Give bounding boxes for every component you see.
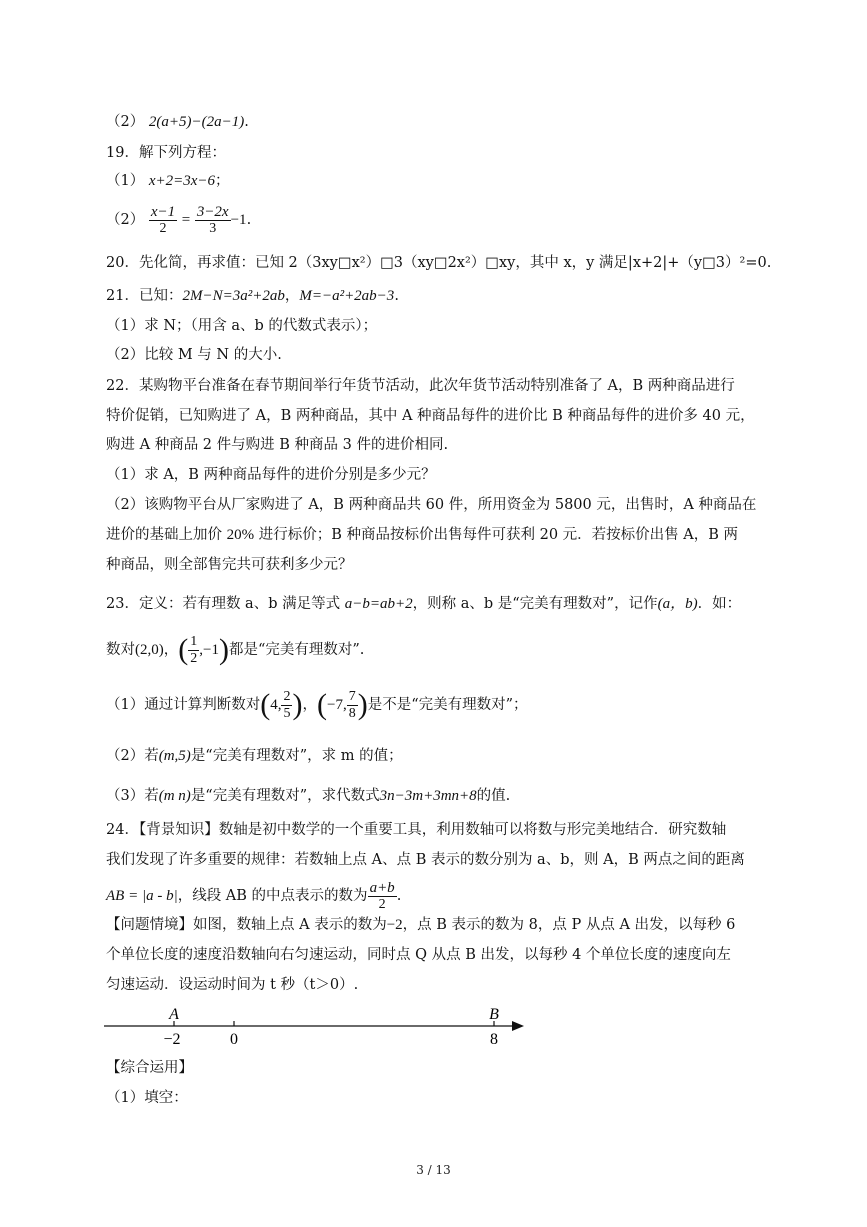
q24-line-4: 【问题情境】如图，数轴上点 A 表示的数为−2，点 B 表示的数为 8，点 P 从点 A 出发，以每秒 6	[106, 917, 736, 933]
q18-part2-expr: 2(a+5)−(2a−1)	[148, 114, 245, 130]
tick-label-a: −2	[163, 1031, 181, 1048]
q24-line-2: 我们发现了许多重要的规律：若数轴上点 A、点 B 表示的数分别为 a、b，则 A，B 两点之间的距离	[106, 852, 745, 868]
q21-part2: （2）比较 M 与 N 的大小.	[106, 347, 282, 363]
q23-pair-2-fraction: $\frac{7}{8}$	[348, 688, 356, 721]
q22-part1: （1）求 A，B 两种商品每件的进价分别是多少元？	[106, 467, 436, 483]
number-line-arrow	[512, 1021, 524, 1031]
q23-expression: 3n−3m+3mn+8	[379, 788, 477, 804]
q22-line-3: 购进 A 种商品 2 件与购进 B 种商品 3 件的进价相同.	[106, 437, 449, 453]
q24-heading-application: 【综合运用】	[106, 1060, 193, 1076]
q20-text: 20．先化简，再求值：已知 2（3xy□x²）□3（xy□2x²）□xy，其中 x，y 满足|x+2|+（y□3）²=0.	[106, 255, 772, 271]
q21-stem: 21．已知：2M−N=3a²+2ab，M=−a²+2ab−3.	[106, 288, 399, 304]
q23-example-fraction: $\frac{1}{2}$	[190, 633, 198, 666]
page-number: 3 / 13	[416, 1163, 451, 1177]
q19-part1-equation: x+2=3x−6	[148, 173, 216, 189]
q18-part2-label: （2）	[106, 114, 145, 130]
q19-fraction-right: $\frac{3-2x}{3}$	[196, 203, 229, 236]
q18-part2: （2） 2(a+5)−(2a−1).	[106, 114, 249, 130]
q22-part2-line-1: （2）该购物平台从厂家购进了 A，B 两种商品共 60 件，所用资金为 5800 元，出售时，A 种商品在	[106, 497, 757, 513]
q24-distance-formula: AB = |a - b|	[106, 888, 178, 904]
point-a-label: A	[169, 1006, 179, 1023]
q22-part2-line-2: 进价的基础上加价 20% 进行标价；B 种商品按标价出售每件可获利 20 元．若按标价出售 A，B 两	[106, 527, 738, 543]
tick-label-zero: 0	[230, 1031, 238, 1048]
q22-part2-line-3: 种商品，则全部售完共可获利多少元？	[106, 557, 353, 573]
q23-part3: （3）若(m n)是“完美有理数对”，求代数式3n−3m+3mn+8的值.	[106, 788, 511, 804]
q23-examples: 数对(2,0)，( $\frac{1}{2}$ ,−1)都是“完美有理数对”.	[106, 633, 365, 666]
q21-part1: （1）求 N；（用含 a、b 的代数式表示）；	[106, 318, 378, 334]
q23-part1: （1）通过计算判断数对(4, $\frac{2}{5}$ )，(−7, $\frac{7}{8}$ )是不是“完美有理数对”；	[106, 688, 528, 721]
q24-part1: （1）填空：	[106, 1090, 188, 1106]
q24-line-6: 匀速运动．设运动时间为 t 秒（t＞0）.	[106, 977, 359, 993]
q22-markup-percent: 20%	[226, 527, 255, 543]
point-b-label: B	[489, 1006, 499, 1023]
q23-example-pair-1: (2,0)	[135, 642, 164, 658]
q23-part2: （2）若(m,5)是“完美有理数对”，求 m 的值；	[106, 748, 403, 764]
number-line-figure	[100, 1004, 540, 1052]
q19-part1: （1） x+2=3x−6；	[106, 173, 230, 189]
q19-part2: （2） $\frac{x-1}{2}$ = $\frac{3-2x}{3}$ −1.	[106, 203, 252, 236]
q23-pair-1-fraction: $\frac{2}{5}$	[283, 688, 291, 721]
q22-line-1: 22．某购物平台准备在春节期间举行年货节活动，此次年货节活动特别准备了 A，B 两种商品进行	[106, 378, 735, 394]
q19-fraction-left: $\frac{x-1}{2}$	[150, 203, 176, 236]
q23-condition: a−b=ab+2	[344, 596, 413, 612]
q21-equation-2: M=−a²+2ab−3	[299, 288, 395, 304]
q23-definition: 23．定义：若有理数 a、b 满足等式 a−b=ab+2，则称 a、b 是“完美有理数对”，记作(a，b)．如：	[106, 596, 742, 612]
q23-pair-m5: (m,5)	[158, 748, 191, 764]
q21-equation-1: 2M−N=3a²+2ab	[182, 288, 285, 304]
tick-label-b: 8	[490, 1031, 498, 1048]
q23-notation: (a，b)	[657, 596, 698, 612]
q24-line-1: 24．【背景知识】数轴是初中数学的一个重要工具，利用数轴可以将数与形完美地结合．研究数轴	[106, 822, 727, 838]
q24-line-5: 个单位长度的速度沿数轴向右匀速运动，同时点 Q 从点 B 出发，以每秒 4 个单位长度的速度向左	[106, 947, 731, 963]
q23-pair-mn: (m n)	[158, 788, 191, 804]
q24-line-3: AB = |a - b|，线段 AB 的中点表示的数为 $\frac{a+b}{2}$ .	[106, 879, 402, 912]
q24-midpoint-fraction: $\frac{a+b}{2}$	[369, 879, 395, 912]
q22-line-2: 特价促销，已知购进了 A，B 两种商品，其中 A 种商品每件的进价比 B 种商品每件的进价多 40 元，	[106, 408, 755, 424]
q19-stem: 19．解下列方程：	[106, 145, 226, 161]
